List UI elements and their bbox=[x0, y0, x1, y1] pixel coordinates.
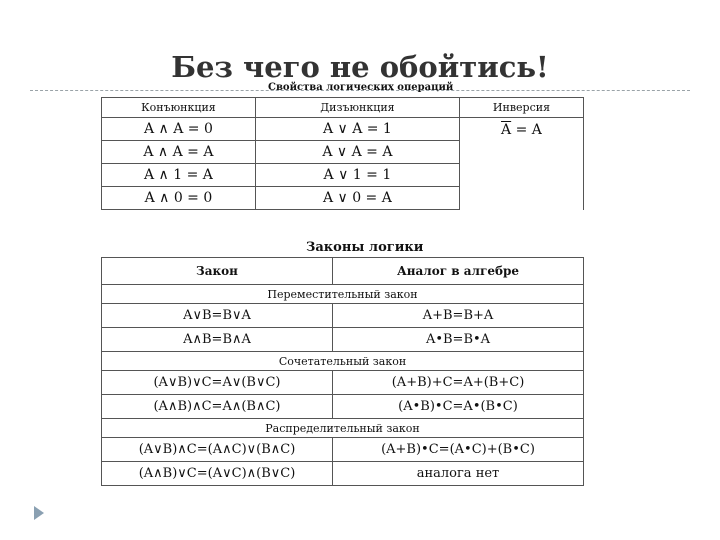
properties-table bbox=[101, 97, 584, 210]
law-row bbox=[102, 462, 584, 486]
laws-header-row bbox=[102, 258, 584, 285]
header-disjunction: Дизъюнкция bbox=[255, 98, 459, 118]
disjunction-cell: A ∨ A = A bbox=[255, 141, 459, 164]
law-row bbox=[102, 371, 584, 395]
conjunction-cell: A ∧ 0 = 0 bbox=[102, 187, 256, 210]
conjunction-cell: A ∧ A = 0 bbox=[102, 118, 256, 141]
inversion-lhs: $\overline{A}$ bbox=[501, 122, 512, 138]
slide-title: Без чего не обойтись! bbox=[171, 50, 549, 84]
law-cell: (A∨B)∧C=(A∧C)∨(B∧C) bbox=[102, 438, 333, 462]
group-label: Переместительный закон bbox=[102, 285, 584, 304]
laws-table bbox=[101, 257, 584, 486]
disjunction-cell: A ∨ A = 1 bbox=[255, 118, 459, 141]
header-algebra-analog: Аналог в алгебре bbox=[333, 258, 584, 285]
group-distributive bbox=[102, 419, 584, 438]
group-label: Распределительный закон bbox=[102, 419, 584, 438]
analog-cell: (A•B)•C=A•(B•C) bbox=[333, 395, 584, 419]
group-associative bbox=[102, 352, 584, 371]
properties-caption: Свойства логических операций bbox=[268, 82, 454, 93]
header-conjunction: Конъюнкция bbox=[102, 98, 256, 118]
inversion-cell bbox=[459, 118, 583, 210]
law-cell: A∨B=B∨A bbox=[102, 304, 333, 328]
properties-header-row bbox=[102, 98, 584, 118]
analog-cell: (A+B)+C=A+(B+C) bbox=[333, 371, 584, 395]
law-cell: (A∨B)∨C=A∨(B∨C) bbox=[102, 371, 333, 395]
law-cell: A∧B=B∧A bbox=[102, 328, 333, 352]
conjunction-cell: A ∧ A = A bbox=[102, 141, 256, 164]
law-row bbox=[102, 328, 584, 352]
next-slide-arrow-icon[interactable] bbox=[34, 506, 44, 520]
disjunction-cell: A ∨ 1 = 1 bbox=[255, 164, 459, 187]
analog-cell: A+B=B+A bbox=[333, 304, 584, 328]
laws-caption: Законы логики bbox=[306, 240, 424, 255]
disjunction-cell: A ∨ 0 = A bbox=[255, 187, 459, 210]
law-row bbox=[102, 395, 584, 419]
law-row bbox=[102, 438, 584, 462]
header-law: Закон bbox=[102, 258, 333, 285]
analog-cell: (A+B)•C=(A•C)+(B•C) bbox=[333, 438, 584, 462]
conjunction-cell: A ∧ 1 = A bbox=[102, 164, 256, 187]
inversion-rhs: = A bbox=[511, 122, 542, 138]
analog-cell: аналога нет bbox=[333, 462, 584, 486]
group-commutative bbox=[102, 285, 584, 304]
properties-row bbox=[102, 118, 584, 141]
law-row bbox=[102, 304, 584, 328]
group-label: Сочетательный закон bbox=[102, 352, 584, 371]
analog-cell: A•B=B•A bbox=[333, 328, 584, 352]
law-cell: (A∧B)∨C=(A∨C)∧(B∨C) bbox=[102, 462, 333, 486]
header-inversion: Инверсия bbox=[459, 98, 583, 118]
law-cell: (A∧B)∧C=A∧(B∧C) bbox=[102, 395, 333, 419]
